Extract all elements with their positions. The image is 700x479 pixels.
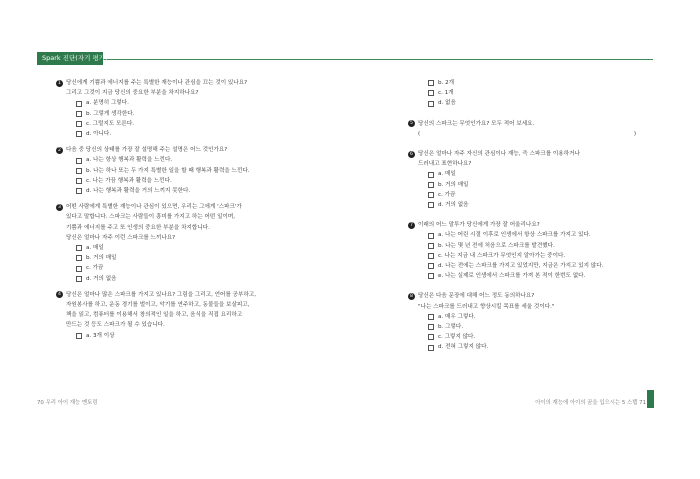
checkbox-icon[interactable]	[428, 243, 434, 249]
question-text: 이래의 어느 말투가 당신에게 가장 잘 어울리나요?	[418, 222, 540, 229]
option[interactable]: e. 나는 실제로 인생에서 스파크를 가져 본 적이 한번도 없다.	[418, 271, 648, 281]
question-text: 당신은 얼마나 자주 자신의 관심이나 재능, 즉 스파크를 이용하거나	[418, 151, 580, 158]
option[interactable]: a. 나는 어린 시절 이후로 인생에서 항상 스파크를 가지고 있다.	[418, 230, 648, 240]
option[interactable]: d. 아니다.	[66, 129, 336, 139]
option[interactable]: d. 전혀 그렇지 않다.	[418, 342, 648, 352]
footer-right-page: 아이의 재능에 아이의 꿈을 입으시는 5 스텝 71	[535, 400, 646, 406]
option[interactable]: c. 그렇지 않다.	[418, 332, 648, 342]
checkbox-icon[interactable]	[76, 178, 82, 184]
checkbox-icon[interactable]	[76, 266, 82, 272]
right-column	[410, 78, 648, 359]
question-number: 3	[56, 204, 63, 211]
left-column	[58, 78, 336, 347]
question-text: 당신의 스파크는 무엇인가요? 모두 적어 보세요.	[418, 120, 535, 127]
checkbox-icon[interactable]	[428, 202, 434, 208]
checkbox-icon[interactable]	[76, 245, 82, 251]
page-edge-marker	[647, 390, 654, 408]
header-rule	[37, 59, 653, 60]
option[interactable]: b. 나는 하나 또는 두 가지 특별한 일을 할 때 행복과 활력을 느낀다.	[66, 166, 336, 176]
option[interactable]: a. 매일	[418, 169, 648, 179]
question-number: 4	[56, 291, 63, 298]
question-number: 6	[408, 151, 415, 158]
question-number: 5	[408, 120, 415, 127]
question-text: 당신은 다음 문장에 대해 어느 정도 동의하나요?	[418, 293, 535, 300]
checkbox-icon[interactable]	[428, 192, 434, 198]
checkbox-icon[interactable]	[428, 101, 434, 107]
question-text: 있다고 말합니다. 스파크는 사람들이 흥미를 가지고 하는 어떤 일이며,	[66, 214, 236, 221]
option[interactable]: b. 거의 매일	[66, 253, 336, 263]
checkbox-icon[interactable]	[428, 263, 434, 269]
option[interactable]: b. 2개	[418, 78, 648, 88]
question-4-continued	[418, 78, 648, 109]
question-text: 당신은 얼마나 많은 스파크를 가지고 있나요? 그림을 그리고, 언어를 공부하고,	[66, 291, 257, 298]
question-text: 그리고 그것이 지금 당신의 중요한 부분을 차지하나요?	[66, 90, 199, 97]
option[interactable]: c. 가끔	[66, 263, 336, 273]
question-text: 기쁨과 에너지를 주고 또 인생의 중요한 부분을 차지합니다.	[66, 224, 210, 231]
question-3	[58, 202, 336, 284]
question-text: 당신은 얼마나 자주 이런 스파크를 느끼나요?	[66, 234, 176, 241]
option[interactable]: b. 그렇다.	[418, 322, 648, 332]
checkbox-icon[interactable]	[428, 273, 434, 279]
checkbox-icon[interactable]	[428, 345, 434, 351]
option[interactable]: c. 가끔	[418, 190, 648, 200]
question-text: 만드는 것 등도 스파크가 될 수 있습니다.	[66, 322, 165, 329]
question-text: 자원봉사를 하고, 운동 경기를 벌이고, 악기를 연주하고, 동물들을 보살피고,	[66, 302, 250, 309]
question-text: 책을 읽고, 컴퓨터를 이용해서 창의적인 일을 하고, 음식을 직접 요리하고	[66, 312, 243, 319]
checkbox-icon[interactable]	[76, 333, 82, 339]
checkbox-icon[interactable]	[76, 121, 82, 127]
question-text: "나는 스파크를 드러내고 향상시킬 목표를 세울 것이다."	[418, 303, 555, 310]
checkbox-icon[interactable]	[428, 233, 434, 239]
footer-left-page: 70 우리 아이 재능 멘토링	[37, 400, 98, 406]
question-number: 8	[408, 293, 415, 300]
question-4	[58, 290, 336, 341]
checkbox-icon[interactable]	[428, 90, 434, 96]
question-text: 당신에게 기쁨과 에너지를 주는 특별한 재능이나 관심을 끄는 것이 있나요?	[66, 80, 248, 86]
checkbox-icon[interactable]	[76, 188, 82, 194]
checkbox-icon[interactable]	[428, 253, 434, 259]
option[interactable]: b. 거의 매일	[418, 180, 648, 190]
question-1	[58, 78, 336, 139]
option[interactable]: a. 매우 그렇다.	[418, 312, 648, 322]
checkbox-icon[interactable]	[76, 168, 82, 174]
option[interactable]: c. 1개	[418, 88, 648, 98]
checkbox-icon[interactable]	[428, 324, 434, 330]
option[interactable]: c. 그럴지도 모른다.	[66, 119, 336, 129]
question-8	[410, 291, 648, 352]
section-tab: Spark 진단(자기 평가)	[37, 52, 103, 65]
option[interactable]: b. 나는 몇 년 전에 처음으로 스파크를 발견했다.	[418, 241, 648, 251]
question-2	[58, 145, 336, 196]
option[interactable]: d. 나는 행복과 활력을 거의 느끼지 못한다.	[66, 186, 336, 196]
checkbox-icon[interactable]	[428, 172, 434, 178]
option[interactable]: d. 거의 없음	[66, 274, 336, 284]
checkbox-icon[interactable]	[76, 255, 82, 261]
question-6	[410, 149, 648, 210]
option[interactable]: a. 분명히 그렇다.	[66, 98, 336, 108]
question-7	[410, 220, 648, 281]
checkbox-icon[interactable]	[428, 80, 434, 86]
checkbox-icon[interactable]	[428, 314, 434, 320]
question-number: 7	[408, 222, 415, 229]
checkbox-icon[interactable]	[428, 182, 434, 188]
option[interactable]: d. 나는 전에는 스파크를 가지고 있었지만, 지금은 가지고 있지 않다.	[418, 261, 648, 271]
question-text: 어떤 사람에게 특별한 재능이나 관심이 있으면, 우리는 그에게 '스파크'가	[66, 204, 242, 211]
option[interactable]: a. 나는 항상 행복과 활력을 느낀다.	[66, 155, 336, 165]
question-text: 드러내고 표현하나요?	[418, 161, 472, 168]
option[interactable]: d. 없음	[418, 98, 648, 108]
option[interactable]: c. 나는 가끔 행복과 활력을 느낀다.	[66, 176, 336, 186]
option[interactable]: a. 3개 이상	[66, 331, 336, 341]
checkbox-icon[interactable]	[76, 111, 82, 117]
option[interactable]: a. 매일	[66, 243, 336, 253]
checkbox-icon[interactable]	[428, 334, 434, 340]
answer-field[interactable]: ( )	[418, 130, 636, 137]
checkbox-icon[interactable]	[76, 101, 82, 107]
option[interactable]: b. 그렇게 생각한다.	[66, 109, 336, 119]
question-number: 2	[56, 147, 63, 154]
checkbox-icon[interactable]	[76, 158, 82, 164]
checkbox-icon[interactable]	[76, 276, 82, 282]
option[interactable]: d. 거의 없음	[418, 200, 648, 210]
question-number: 1	[56, 80, 63, 87]
question-text: 다음 중 당신의 상태를 가장 잘 설명해 주는 설명은 어느 것인가요?	[66, 147, 228, 154]
question-5	[410, 119, 648, 139]
checkbox-icon[interactable]	[76, 131, 82, 137]
option[interactable]: c. 나는 지금 내 스파크가 무엇인지 알아가는 중이다.	[418, 251, 648, 261]
